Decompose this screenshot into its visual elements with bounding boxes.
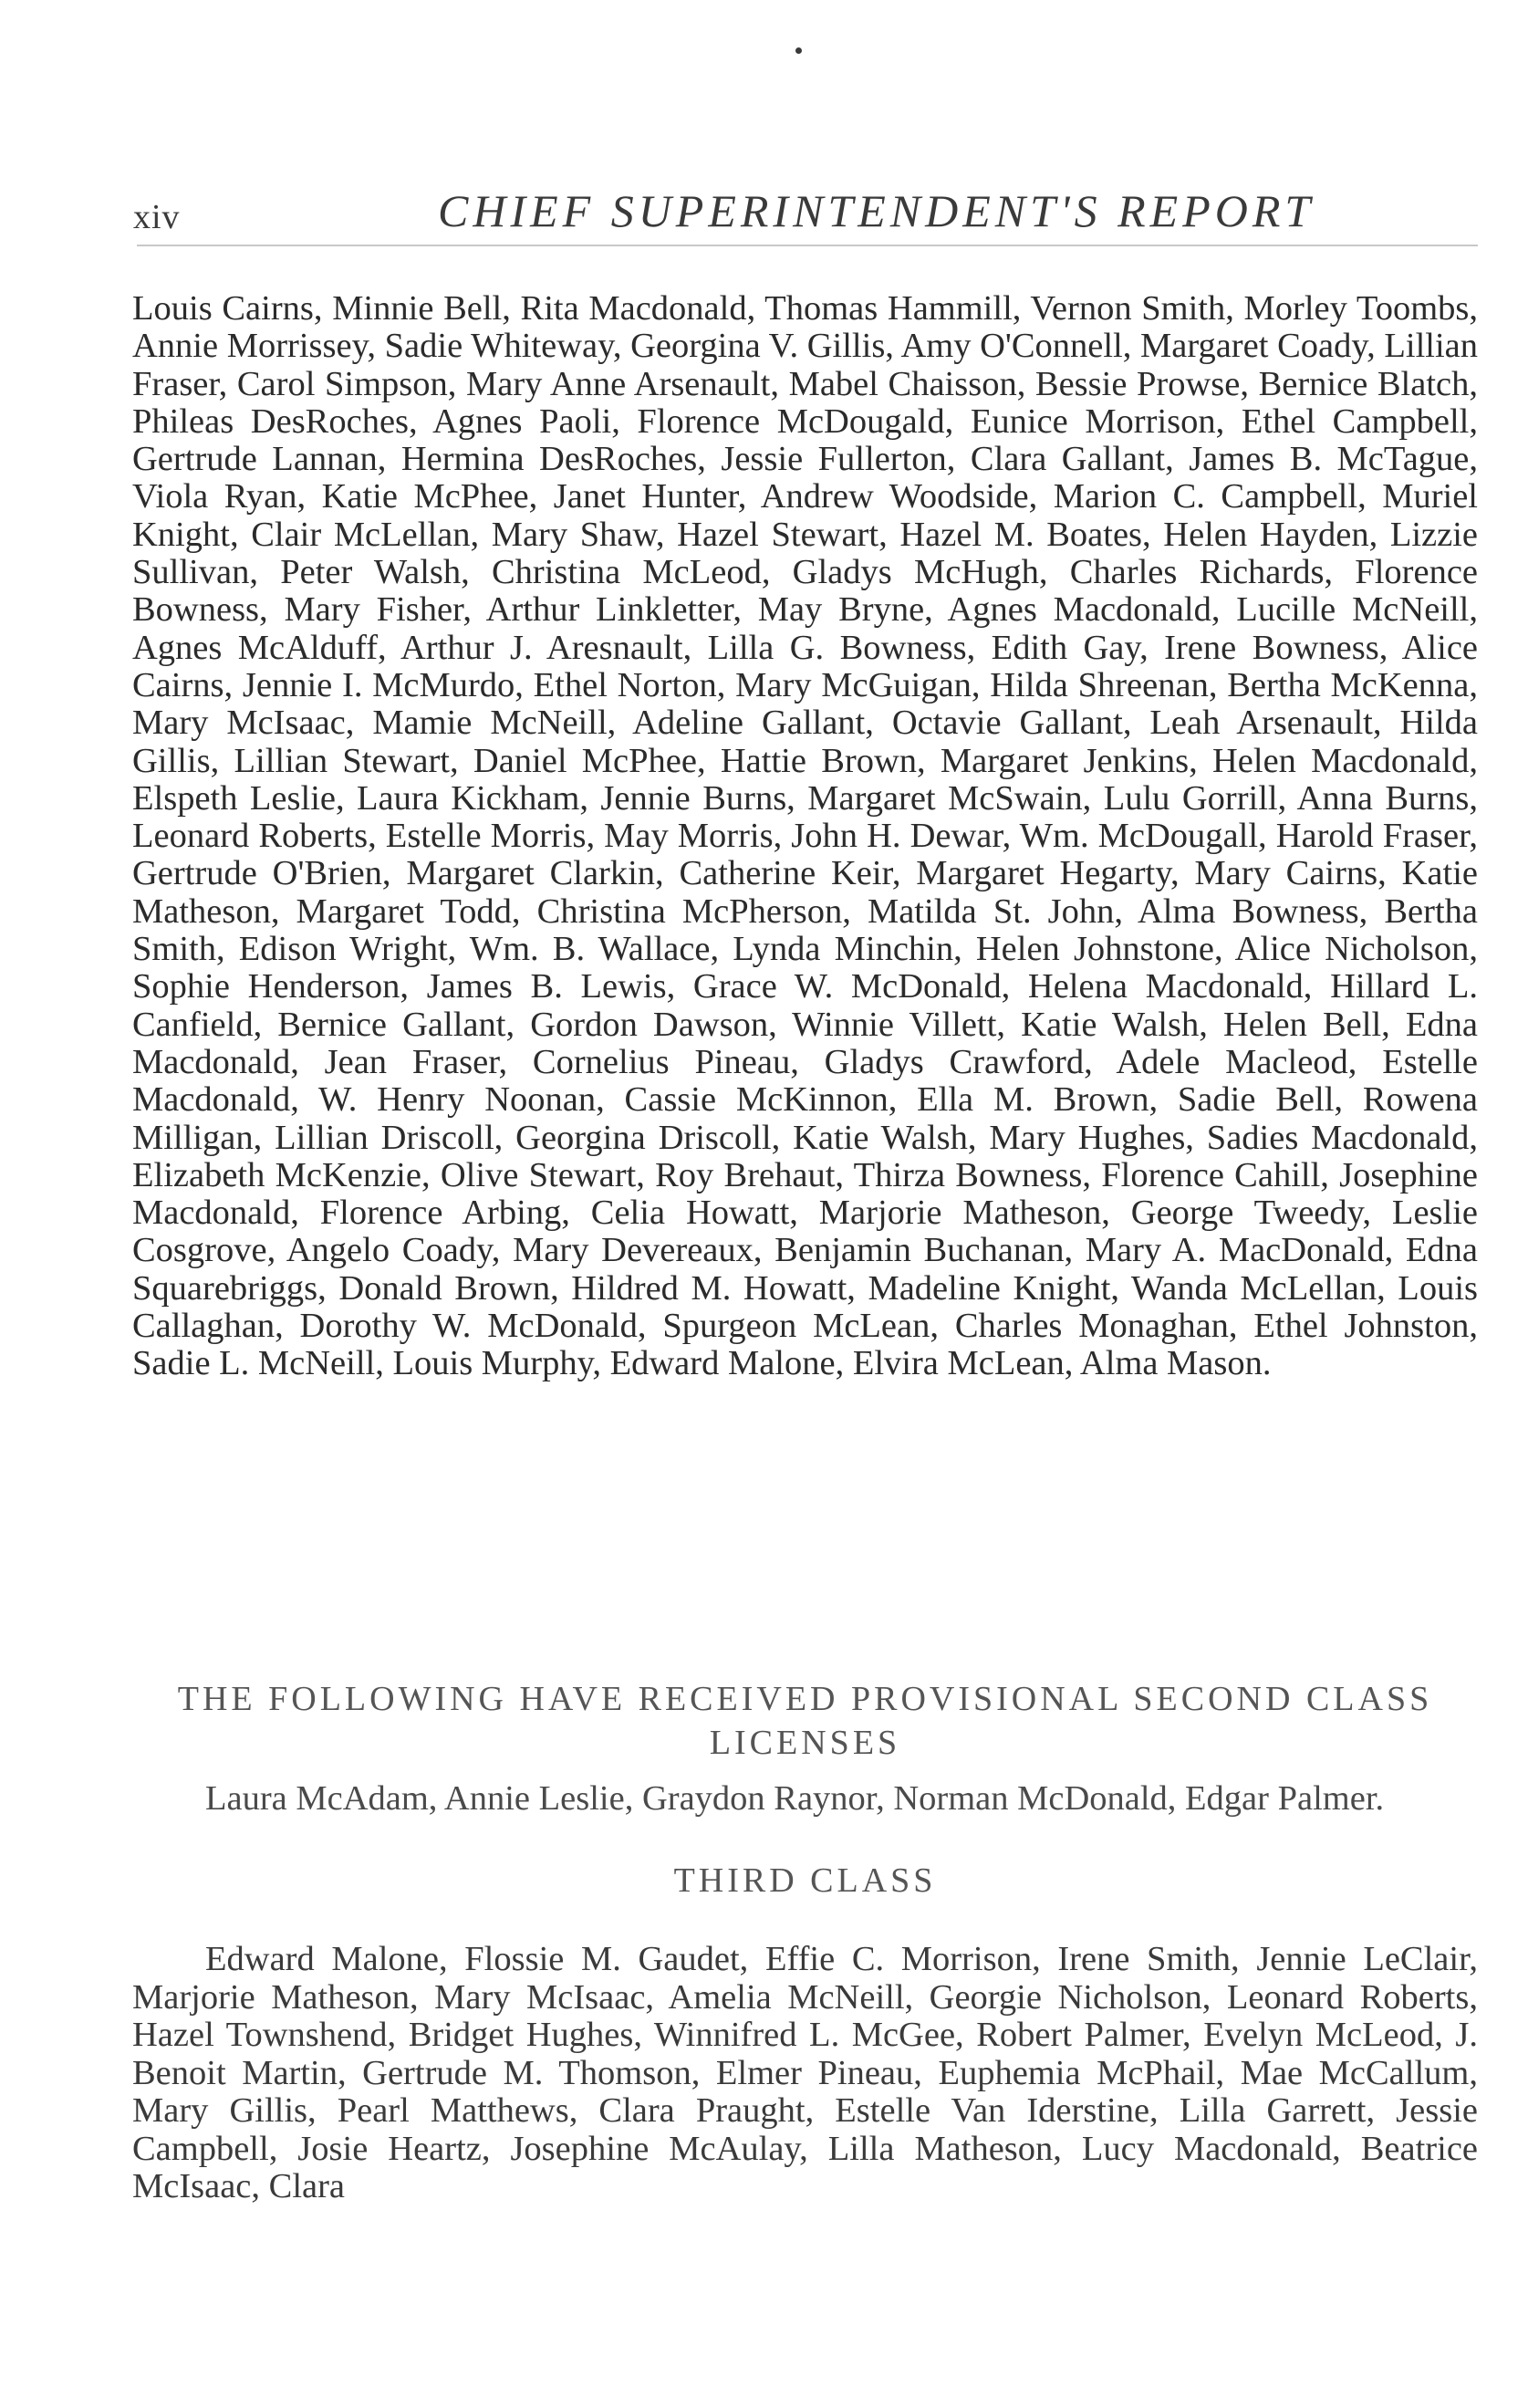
header-rule	[137, 245, 1478, 246]
print-speck	[795, 47, 802, 54]
names-list-paragraph: Louis Cairns, Minnie Bell, Rita Macdonald, Thomas Hammill, Vernon Smith, Morley Toombs, Annie Morrissey, Sadie Whiteway, Georgina V. Gillis, Amy O'Connell, Margaret Coady, Lillian Fraser, Carol Simpson, Mary Anne Arsenault, Mabel Chaisson, Bessie Prowse, Bernice Blatch, Phileas DesRoches, Agnes Paoli, Florence McDougald, Eunice Morrison, Ethel Campbell, Gertrude Lannan, Hermina DesRoches, Jessie Fullerton, Clara Gallant, James B. McTague, Viola Ryan, Katie McPhee, Janet Hunter, Andrew Woodside, Marion C. Campbell, Muriel Knight, Clair McLellan, Mary Shaw, Hazel Stewart, Hazel M. Boates, Helen Hayden, Lizzie Sullivan, Peter Walsh, Christina McLeod, Gladys McHugh, Charles Richards, Florence Bowness, Mary Fisher, Arthur Linkletter, May Bryne, Agnes Macdonald, Lucille McNeill, Agnes McAlduff, Arthur J. Aresnault, Lilla G. Bowness, Edith Gay, Irene Bowness, Alice Cairns, Jennie I. McMurdo, Ethel Norton, Mary McGuigan, Hilda Shreenan, Bertha McKenna, Mary McIsaac, Mamie McNeill, Adeline Gallant, Octavie Gallant, Leah Arsenault, Hilda Gillis, Lillian Stewart, Daniel McPhee, Hattie Brown, Margaret Jenkins, Helen Macdonald, Elspeth Leslie, Laura Kickham, Jennie Burns, Margaret McSwain, Lulu Gorrill, Anna Burns, Leonard Roberts, Estelle Morris, May Morris, John H. Dewar, Wm. McDougall, Harold Fraser, Gertrude O'Brien, Margaret Clarkin, Catherine Keir, Margaret Hegarty, Mary Cairns, Katie Matheson, Margaret Todd, Christina McPherson, Matilda St. John, Alma Bowness, Bertha Smith, Edison Wright, Wm. B. Wallace, Lynda Minchin, Helen Johnstone, Alice Nicholson, Sophie Henderson, James B. Lewis, Grace W. McDonald, Helena Macdonald, Hillard L. Canfield, Bernice Gallant, Gordon Dawson, Winnie Villett, Katie Walsh, Helen Bell, Edna Macdonald, Jean Fraser, Cornelius Pineau, Gladys Crawford, Adele Macleod, Estelle Macdonald, W. Henry Noonan, Cassie McKinnon, Ella M. Brown, Sadie Bell, Rowena Milligan, Lillian Driscoll, Georgina Driscoll, Katie Walsh, Mary Hughes, Sadies Macdonald, Elizabeth McKenzie, Olive Stewart, Roy Brehaut, Thirza Bowness, Florence Cahill, Josephine Macdonald, Florence Arbing, Celia Howatt, Marjorie Matheson, George Tweedy, Leslie Cosgrove, Angelo Coady, Mary Devereaux, Benjamin Buchanan, Mary A. MacDonald, Edna Squarebriggs, Donald Brown, Hildred M. Howatt, Madeline Knight, Wanda McLellan, Louis Callaghan, Dorothy W. McDonald, Spurgeon McLean, Charles Monaghan, Ethel Johnston, Sadie L. McNeill, Louis Murphy, Edward Malone, Elvira McLean, Alma Mason.	[132, 289, 1478, 1383]
page-number: xiv	[133, 198, 181, 236]
page-header	[128, 182, 1478, 246]
provisional-licenses-heading: THE FOLLOWING HAVE RECEIVED PROVISIONAL SECOND CLASS LICENSES	[177, 1680, 1433, 1762]
provisional-names-paragraph: Laura McAdam, Annie Leslie, Graydon Raynor, Norman McDonald, Edgar Palmer.	[205, 1779, 1385, 1818]
running-title: CHIEF SUPERINTENDENT'S REPORT	[438, 185, 1315, 236]
third-class-names-paragraph: Edward Malone, Flossie M. Gaudet, Effie C. Morrison, Irene Smith, Jennie LeClair, Marjorie Matheson, Mary McIsaac, Amelia McNeill, Georgie Nicholson, Leonard Roberts, Hazel Townshend, Bridget Hughes, Winnifred L. McGee, Robert Palmer, Evelyn McLeod, J. Benoit Martin, Gertrude M. Thomson, Elmer Pineau, Euphemia McPhail, Mae McCallum, Mary Gillis, Pearl Matthews, Clara Praught, Estelle Van Iderstine, Lilla Garrett, Jessie Campbell, Josie Heartz, Josephine McAulay, Lilla Matheson, Lucy Macdonald, Beatrice McIsaac, Clara	[132, 1940, 1478, 2205]
third-class-heading: THIRD CLASS	[673, 1861, 937, 1900]
